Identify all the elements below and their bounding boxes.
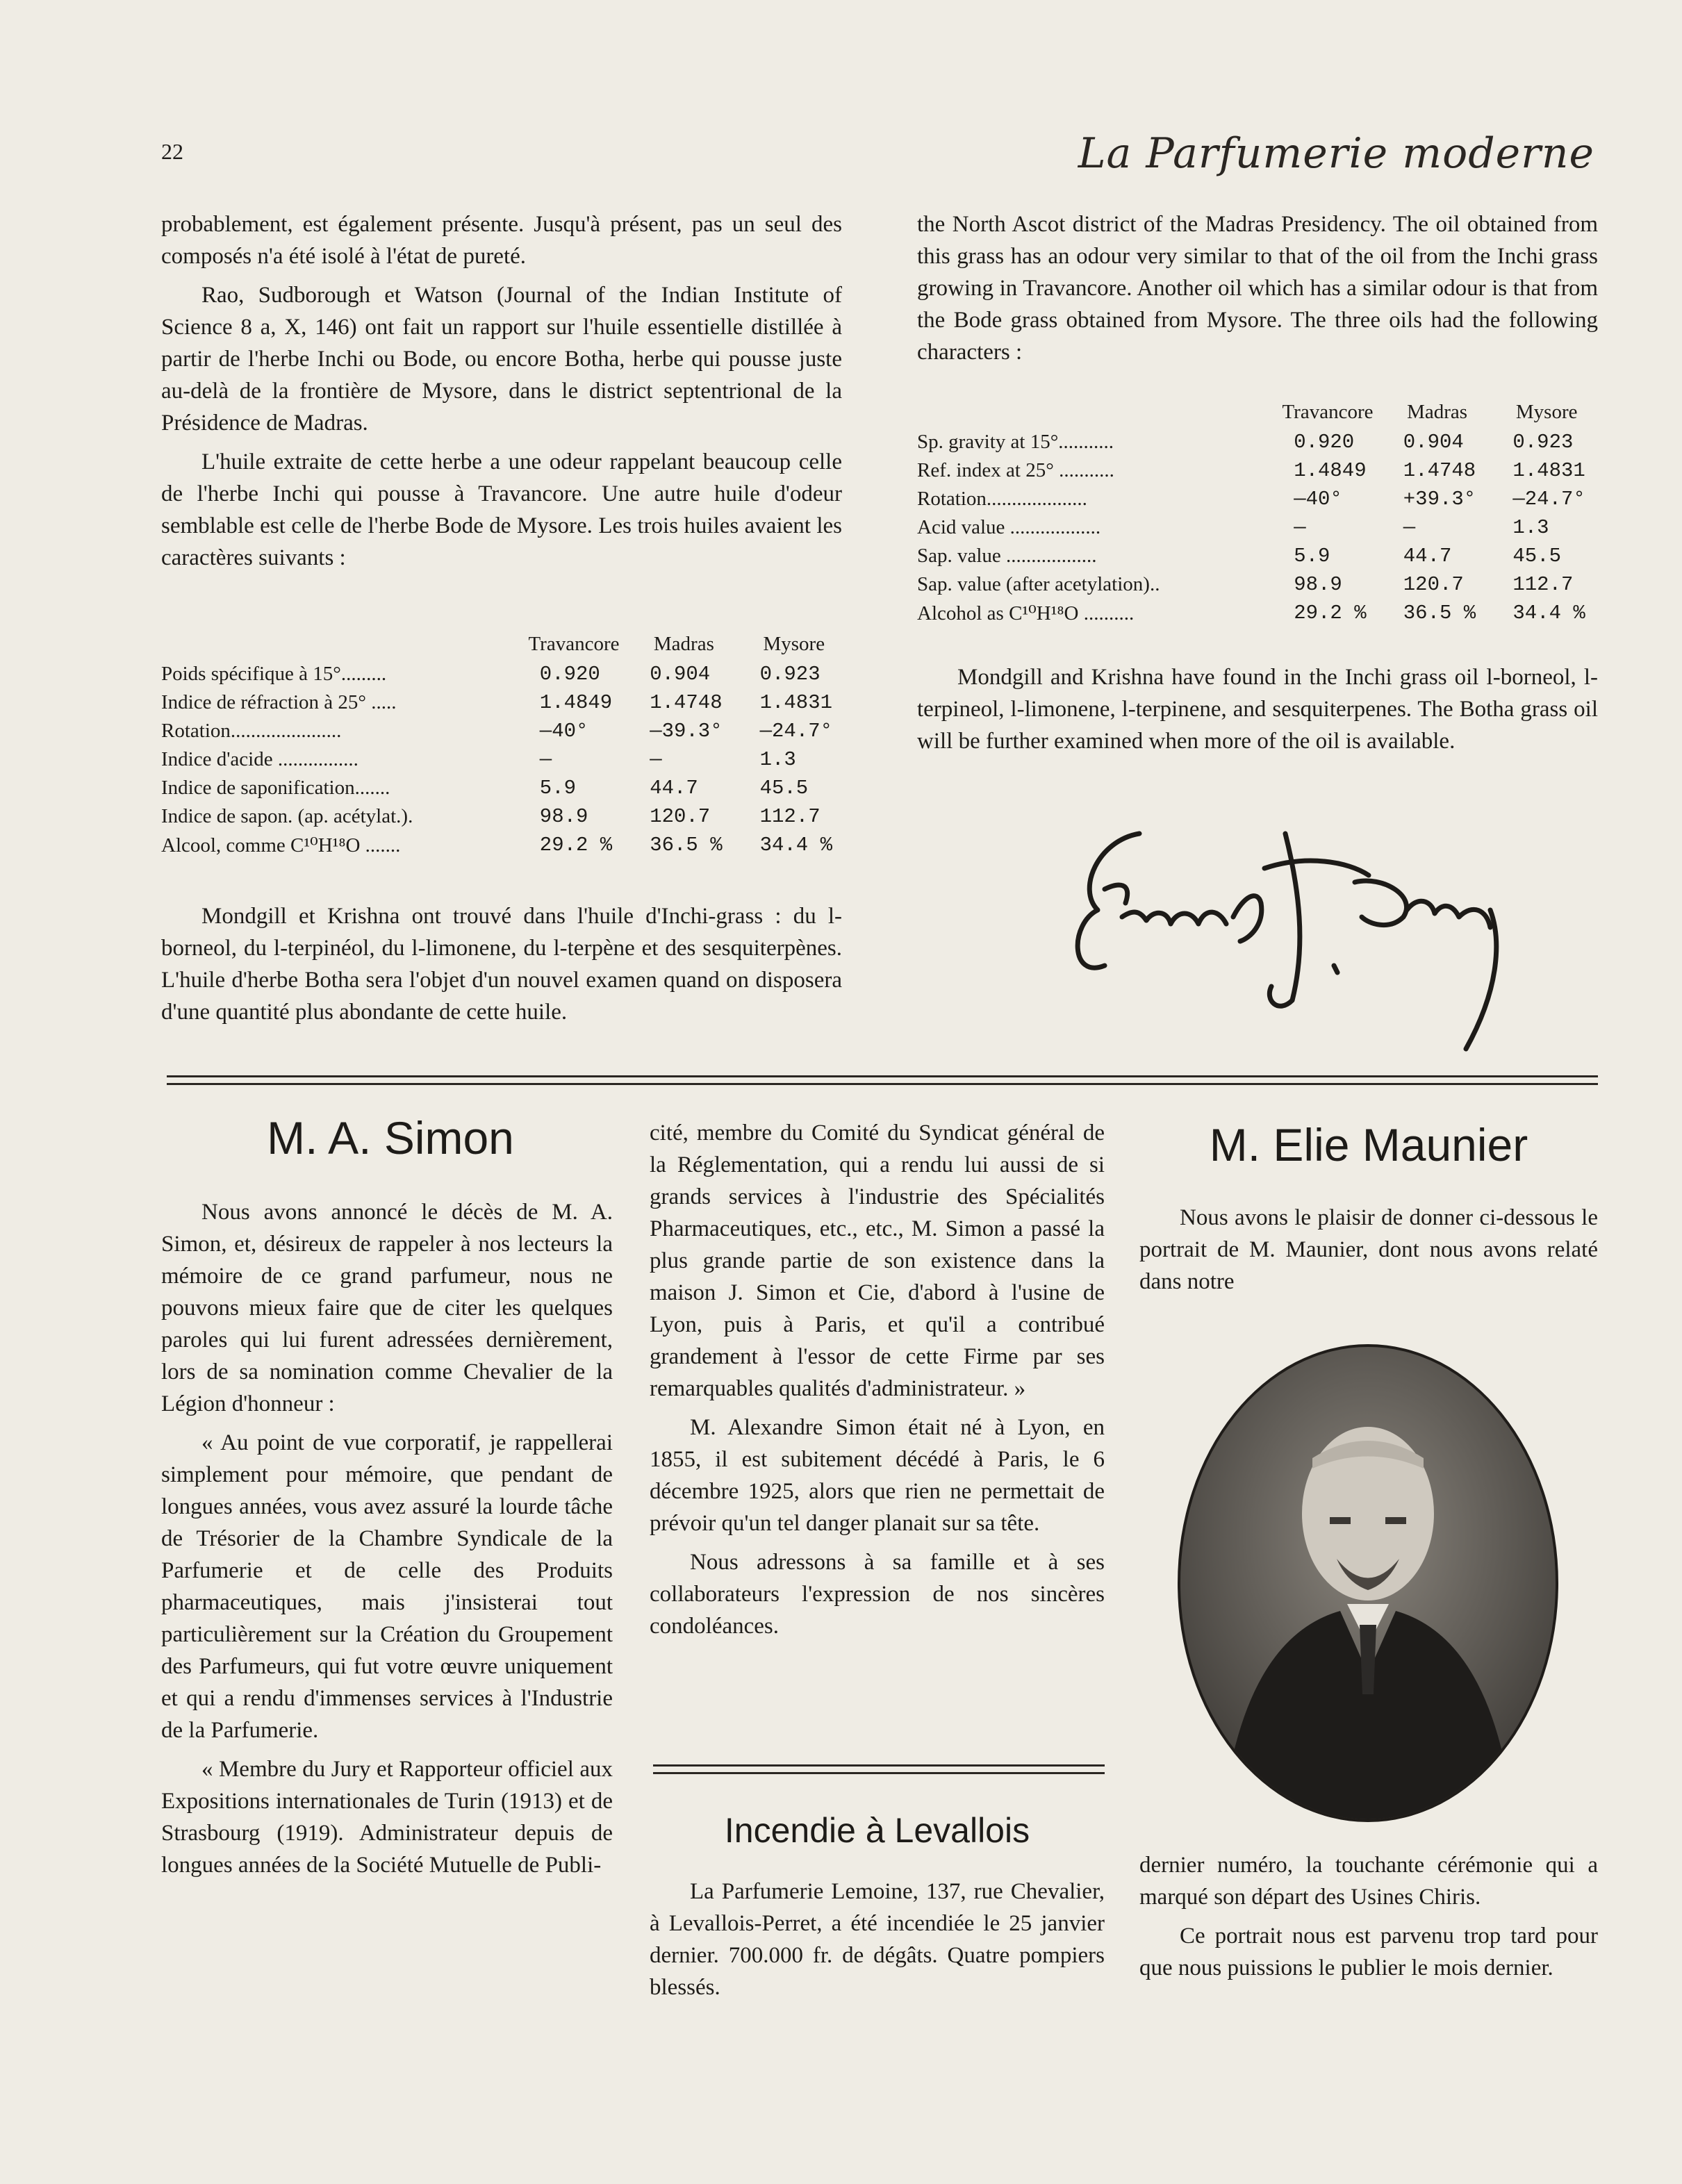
table-row <box>161 774 849 802</box>
table-header-row <box>917 396 1601 428</box>
table-row-label: Indice de sapon. (ap. acétylat.). <box>161 805 413 827</box>
maunier-portrait <box>1178 1344 1558 1822</box>
maunier-paragraph: Nous avons le plaisir de donner ci-dessous le portrait de M. Maunier, dont nous avons relaté dans notre <box>1139 1205 1598 1294</box>
table-cell: 5.9 <box>1294 545 1330 568</box>
table-row <box>917 570 1601 599</box>
table-cell: —40° <box>1294 488 1342 511</box>
table-cell: 1.4849 <box>539 691 613 714</box>
table-cell: 36.5 % <box>650 834 723 857</box>
masthead: La Parfumerie moderne <box>1078 129 1594 178</box>
table-header-blank <box>161 628 519 660</box>
english-properties-table <box>917 396 1601 627</box>
table-cell: 29.2 % <box>1294 602 1367 624</box>
table-cell: —39.3° <box>650 720 723 743</box>
table-cell: 0.904 <box>650 663 711 686</box>
table-cell: 34.4 % <box>759 834 832 857</box>
simon-paragraph: Nous avons annoncé le décès de M. A. Simon, et, désireux de rappeler à nos lecteurs la mémoire de ce grand parfumeur, nous ne pouvons mieux faire que de citer les quelques paroles qui lui furent adressées dernièrement, lors de sa nomination comme Chevalier de la Légion d'honneur : <box>161 1200 613 1416</box>
table-row-label: Indice de saponification....... <box>161 777 390 799</box>
table-cell: 45.5 <box>759 777 809 800</box>
simon-paragraph: « Membre du Jury et Rapporteur officiel aux Expositions internationales de Turin (1913) et de Strasbourg (1919). Administrateur depuis de longues années de la Société Mutuelle de Publi- <box>161 1757 613 1878</box>
page-number: 22 <box>161 139 183 164</box>
table-cell: 1.4831 <box>1512 459 1585 482</box>
table-row-label: Indice de réfraction à 25° ..... <box>161 691 397 713</box>
french-paragraph: L'huile extraite de cette herbe a une odeur rappelant beaucoup celle de l'herbe Inchi qui pousse à Travancore. Une autre huile d'odeur semblable est celle de l'herbe Bode de Mysore. Les trois huiles avaient les caractères suivants : <box>161 449 842 570</box>
table-cell: 1.4849 <box>1294 459 1367 482</box>
english-article-conclusion <box>917 661 1598 764</box>
table-row <box>917 599 1601 627</box>
table-header-cell: Madras <box>653 632 714 655</box>
maunier-intro <box>1139 1202 1598 1305</box>
table-row <box>917 456 1601 485</box>
english-paragraph: the North Ascot district of the Madras Presidency. The oil obtained from this grass has an odour very similar to that of the oil from the Inchi grass growing in Travancore. Another oil which has a similar odour is that from the Bode grass obtained from Mysore. The three oils had the following characters : <box>917 212 1598 365</box>
simon-paragraph: M. Alexandre Simon était né à Lyon, en 1855, il est subitement décédé à Paris, le 6 décembre 1925, alors que rien ne permettait de prévoir qu'un tel danger planait sur sa tête. <box>650 1415 1105 1536</box>
table-row <box>161 802 849 831</box>
table-row <box>917 542 1601 570</box>
table-row-label: Sp. gravity at 15°........... <box>917 431 1114 453</box>
table-cell: — <box>539 748 552 771</box>
table-header-cell: Mysore <box>763 632 825 655</box>
table-header-cell: Travancore <box>528 632 620 655</box>
french-properties-table <box>161 628 849 859</box>
table-cell: 36.5 % <box>1403 602 1476 624</box>
section-divider <box>167 1075 1598 1085</box>
table-row <box>161 831 849 859</box>
table-cell: —24.7° <box>759 720 832 743</box>
table-header-blank <box>917 396 1273 428</box>
table-cell: 112.7 <box>759 805 821 828</box>
french-paragraph: Mondgill et Krishna ont trouvé dans l'huile d'Inchi-grass : du l-borneol, du l-terpinéol, du l-limonene, du l-terpène et des sesquiterpènes. L'huile d'herbe Botha sera l'objet d'un nouvel examen quand on disposera d'une quantité plus abondante de cette huile. <box>161 904 842 1025</box>
simon-paragraph: cité, membre du Comité du Syndicat général de la Réglementation, qui a rendu lui aussi de si grands services à l'industrie des Spécialités Pharmaceutiques, etc., etc., M. Simon a passé la plus grande partie de son existence dans la maison J. Simon et Cie, d'abord à l'usine de Lyon, puis à Paris, et qu'il a contribué grandement à l'essor de cette Firme par ses remarquables qualités d'administrateur. » <box>650 1120 1105 1401</box>
table-cell: 0.920 <box>539 663 600 686</box>
french-article-conclusion <box>161 900 842 1035</box>
table-cell: — <box>1403 516 1416 539</box>
table-cell: 0.904 <box>1403 431 1464 454</box>
english-article-column <box>917 208 1598 375</box>
simon-column-1 <box>161 1196 613 1888</box>
table-cell: 1.4831 <box>759 691 832 714</box>
table-cell: 29.2 % <box>539 834 613 857</box>
maunier-title: M. Elie Maunier <box>1209 1119 1528 1170</box>
table-row <box>917 485 1601 513</box>
table-row <box>161 745 849 774</box>
maunier-paragraph: dernier numéro, la touchante cérémonie qui a marqué son départ des Usines Chiris. <box>1139 1853 1598 1910</box>
incendie-divider <box>653 1764 1105 1774</box>
table-row-label: Sap. value .................. <box>917 545 1097 567</box>
table-cell: 1.3 <box>759 748 796 771</box>
french-paragraph: Rao, Sudborough et Watson (Journal of the Indian Institute of Science 8 a, X, 146) ont fait un rapport sur l'huile essentielle distillée à partir de l'herbe Inchi ou Bode, ou encore Botha, herbe qui pousse juste au-delà de la frontière de Mysore, dans le district septentrional de la Présidence de Madras. <box>161 283 842 436</box>
french-article-column <box>161 208 842 581</box>
maunier-continuation <box>1139 1849 1598 1991</box>
table-cell: 120.7 <box>1403 573 1464 596</box>
table-row <box>161 660 849 688</box>
table-row-label: Ref. index at 25° ........... <box>917 459 1114 481</box>
table-cell: 5.9 <box>539 777 577 800</box>
incendie-article <box>650 1876 1105 2010</box>
table-cell: 45.5 <box>1512 545 1561 568</box>
table-row-label: Alcool, comme C¹⁰H¹⁸O ....... <box>161 834 401 857</box>
table-cell: 34.4 % <box>1512 602 1585 624</box>
incendie-title: Incendie à Levallois <box>724 1811 1030 1850</box>
table-cell: 98.9 <box>1294 573 1342 596</box>
simon-title: M. A. Simon <box>267 1112 514 1164</box>
table-header-cell: Travancore <box>1282 400 1374 423</box>
table-cell: +39.3° <box>1403 488 1476 511</box>
table-row <box>917 513 1601 542</box>
simon-paragraph: Nous adressons à sa famille et à ses collaborateurs l'expression de nos sincères condoléances. <box>650 1550 1105 1639</box>
table-cell: 1.4748 <box>1403 459 1476 482</box>
simon-column-2 <box>650 1117 1105 1649</box>
table-row-label: Acid value .................. <box>917 516 1101 538</box>
table-row-label: Poids spécifique à 15°......... <box>161 663 387 685</box>
english-paragraph: Mondgill and Krishna have found in the Inchi grass oil l-borneol, l-terpineol, l-limonene, l-terpinene, and sesquiterpenes. The Botha grass oil will be further examined when more of the oil is available. <box>917 665 1598 754</box>
table-cell: 44.7 <box>650 777 698 800</box>
table-row-label: Sap. value (after acetylation).. <box>917 573 1160 595</box>
table-row-label: Rotation.................... <box>917 488 1087 510</box>
table-cell: 44.7 <box>1403 545 1452 568</box>
table-cell: —24.7° <box>1512 488 1585 511</box>
table-header-cell: Madras <box>1407 400 1468 423</box>
table-cell: 0.923 <box>1512 431 1574 454</box>
table-cell: 112.7 <box>1512 573 1574 596</box>
table-header-row <box>161 628 849 660</box>
table-row <box>161 688 849 717</box>
french-paragraph: probablement, est également présente. Jusqu'à présent, pas un seul des composés n'a été isolé à l'état de pureté. <box>161 212 842 269</box>
table-cell: 120.7 <box>650 805 711 828</box>
table-cell: 0.923 <box>759 663 821 686</box>
table-cell: — <box>1294 516 1306 539</box>
table-row-label: Alcohol as C¹⁰H¹⁸O .......... <box>917 602 1135 624</box>
table-cell: — <box>650 748 662 771</box>
table-cell: 98.9 <box>539 805 588 828</box>
table-row <box>161 717 849 745</box>
table-cell: 1.3 <box>1512 516 1549 539</box>
maunier-paragraph: Ce portrait nous est parvenu trop tard pour que nous puissions le publier le mois dernier. <box>1139 1924 1598 1980</box>
table-row-label: Rotation...................... <box>161 720 342 742</box>
table-row-label: Indice d'acide ................ <box>161 748 358 770</box>
table-cell: 0.920 <box>1294 431 1355 454</box>
table-header-cell: Mysore <box>1515 400 1578 423</box>
incendie-paragraph: La Parfumerie Lemoine, 137, rue Chevalier, à Levallois-Perret, a été incendiée le 25 janvier dernier. 700.000 fr. de dégâts. Quatre pompiers blessés. <box>650 1879 1105 2000</box>
author-signature <box>1056 806 1556 1056</box>
simon-paragraph: « Au point de vue corporatif, je rappellerai simplement pour mémoire, que pendant de longues années, vous avez assuré la lourde tâche de Trésorier de la Chambre Syndicale de la Parfumerie et de celle des Produits pharmaceutiques, mais j'insisterai tout particulièrement sur la Création du Groupement des Parfumeurs, qui fut votre œuvre uniquement et qui a rendu d'immenses services à l'Industrie de la Parfumerie. <box>161 1430 613 1743</box>
table-cell: 1.4748 <box>650 691 723 714</box>
table-row <box>917 428 1601 456</box>
table-cell: —40° <box>539 720 588 743</box>
